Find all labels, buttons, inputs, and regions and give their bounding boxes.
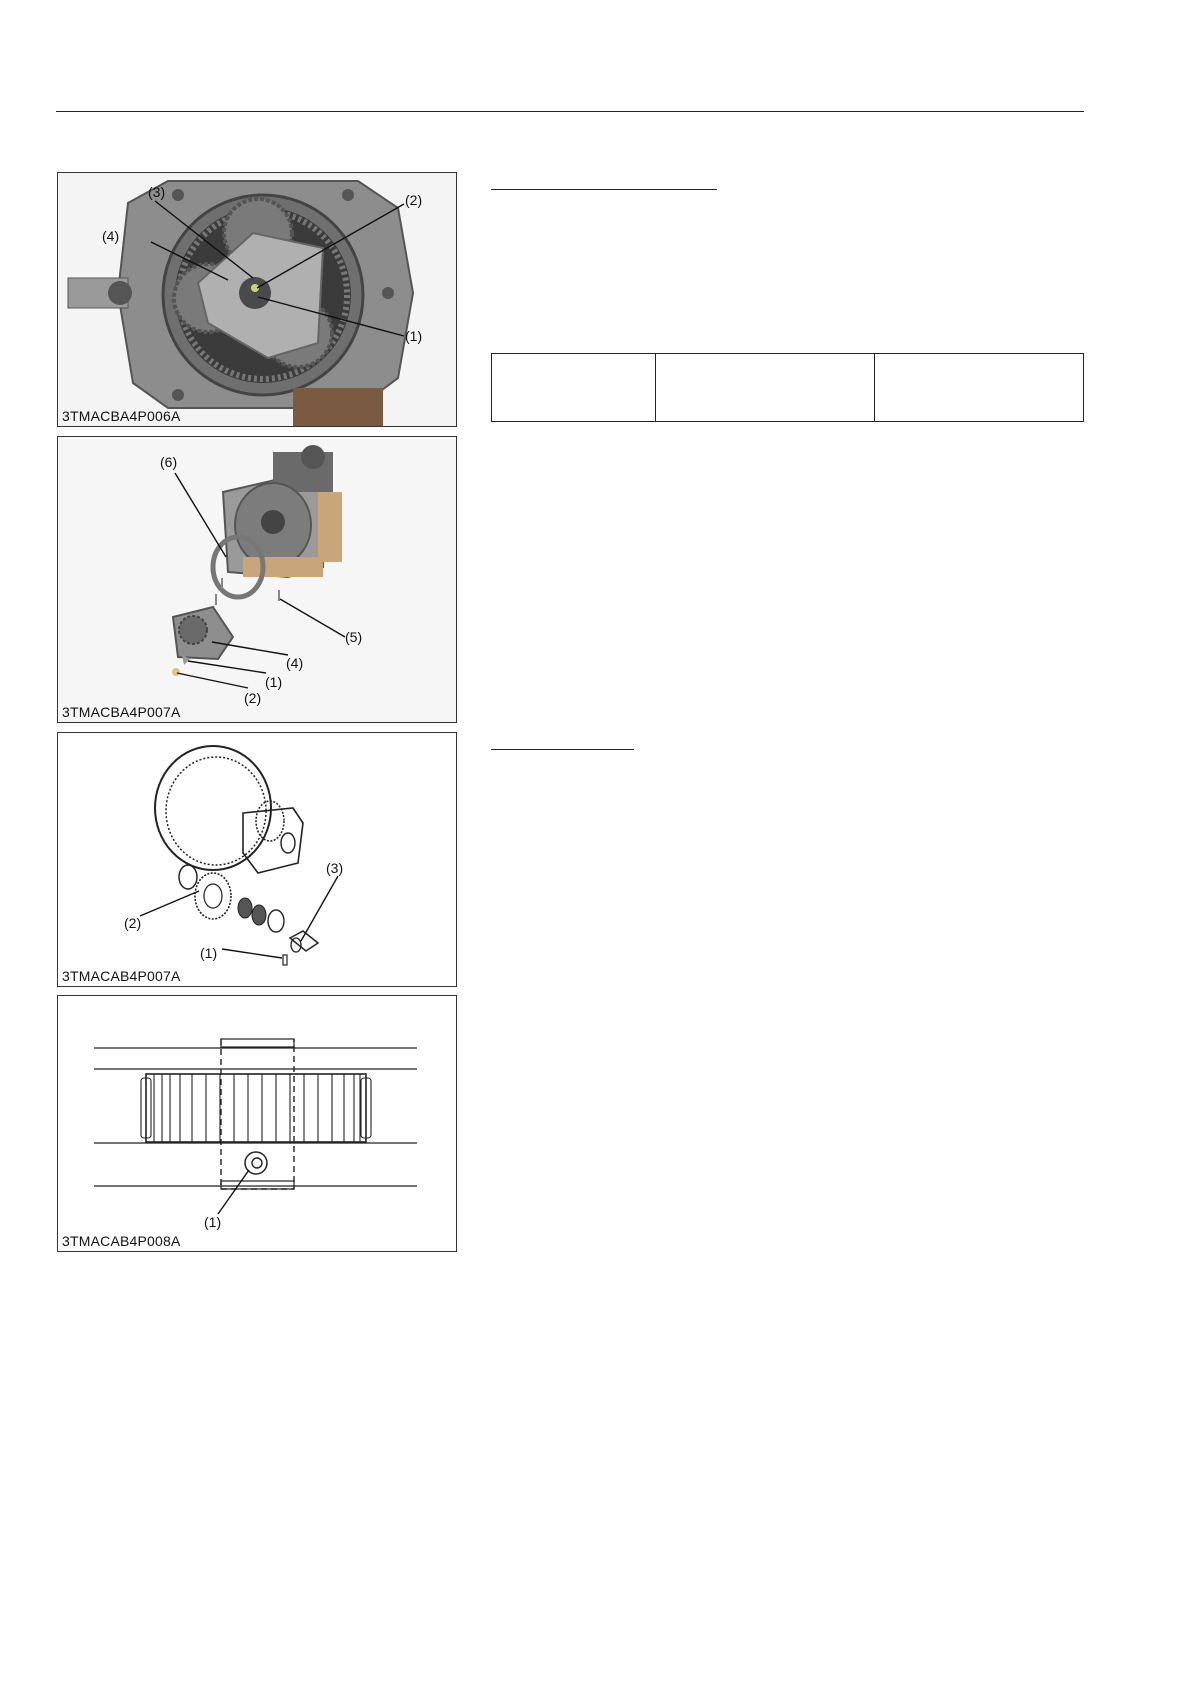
section-heading-underline	[491, 189, 717, 190]
header-rule	[56, 111, 1084, 112]
pin-alignment-drawing	[58, 996, 456, 1251]
callout-5: (5)	[345, 629, 363, 645]
callout-3: (3)	[148, 184, 166, 200]
spec-cell	[875, 354, 1084, 422]
callout-2: (2)	[244, 690, 262, 706]
figure-caption: 3TMACBA4P006A	[62, 408, 181, 424]
callout-3: (3)	[326, 860, 344, 876]
callout-1: (1)	[405, 328, 423, 344]
figure-exploded-assembly	[57, 436, 457, 723]
figure-planetary-case	[57, 172, 457, 427]
figure-caption: 3TMACAB4P008A	[62, 1233, 181, 1249]
callout-6: (6)	[160, 454, 178, 470]
callout-2: (2)	[124, 915, 142, 931]
section-heading-underline	[491, 749, 634, 750]
callout-1: (1)	[200, 945, 218, 961]
callout-1: (1)	[204, 1214, 222, 1230]
spec-cell	[492, 354, 656, 422]
figure-planet-gear-drawing	[57, 732, 457, 987]
callout-1: (1)	[265, 674, 283, 690]
planet-gear-drawing	[58, 733, 456, 986]
figure-pin-alignment-drawing	[57, 995, 457, 1252]
figure-caption: 3TMACBA4P007A	[62, 704, 181, 720]
callout-2: (2)	[405, 192, 423, 208]
spec-cell	[656, 354, 875, 422]
figure-caption: 3TMACAB4P007A	[62, 968, 181, 984]
spec-table	[491, 353, 1084, 422]
planetary-case-photo	[58, 173, 456, 426]
exploded-assembly-photo	[58, 437, 456, 722]
callout-4: (4)	[102, 228, 120, 244]
callout-4: (4)	[286, 655, 304, 671]
